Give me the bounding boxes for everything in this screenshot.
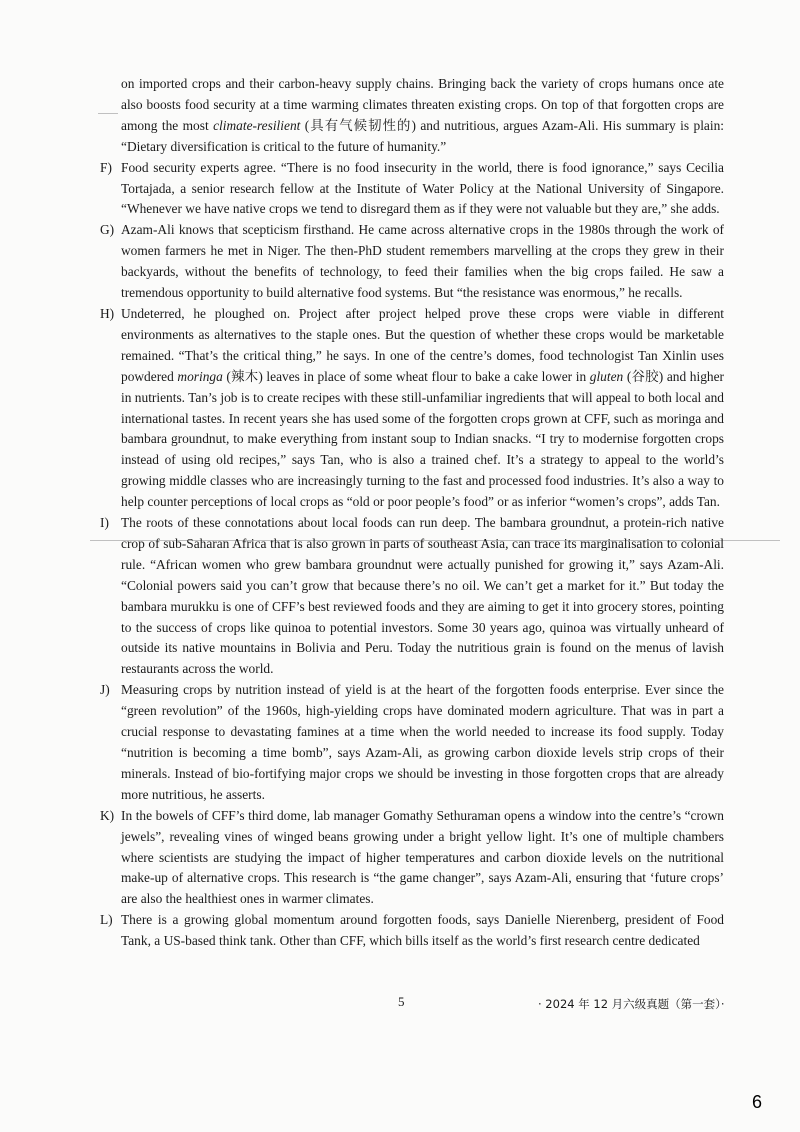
paragraph-h bbox=[100, 304, 724, 513]
paragraph-f bbox=[100, 158, 724, 221]
paragraph-label: H) bbox=[100, 305, 115, 321]
continued-paragraph: on imported crops and their carbon-heavy supply chains. Bringing back the variety of crops humans once ate also boosts food security at a time warming climates threaten existing crops. On top of that forgotten crops are among the most climate-resilient (具有气候韧性的) and nutritious, argues Azam-Ali. His summary is plain: “Dietary diversification is critical to the future of humanity.” bbox=[121, 76, 724, 154]
term-gluten: gluten bbox=[589, 368, 624, 384]
paragraph-text: Undeterred, he ploughed on. Project after project helped prove these crops were viable in different environments as alternatives to the staple ones. But the question of whether these crops would be marketable remained. “That’s the critical thing,” he says. In one of the centre’s domes, food technologist Tan Xinlin uses powdered moringa (辣木) leaves in place of some wheat flour to bake a cake lower in gluten (谷胶) and higher in nutrients. Tan’s job is to create recipes with these still-unfamiliar ingredients that will appeal to both local and international tastes. In recent years she has used some of the forgotten crops grown at CFF, such as moringa and bambara groundnut, to make everything from instant soup to Indian snacks. “I try to modernise forgotten crops instead of using old recipes,” says Tan, who is also a trained chef. It’s a strategy to appeal to the world’s growing middle classes who are increasingly turning to the fast and processed food industries. It’s also a way to help counter perceptions of local crops as “old or poor people’s food” or as inferior “women’s crops”, adds Tan. bbox=[121, 305, 724, 510]
paragraph-label: L) bbox=[100, 912, 113, 928]
paragraph-i bbox=[100, 513, 724, 680]
paragraph-g bbox=[100, 220, 724, 304]
exam-source-caption: · 2024 年 12 月六级真题（第一套）· bbox=[538, 997, 725, 1011]
paragraph-label: K) bbox=[100, 807, 115, 823]
paragraph-text: Measuring crops by nutrition instead of yield is at the heart of the forgotten foods enterprise. Ever since the “green revolution” of the 1960s, high-yielding crops have dominated modern agriculture. That was in part a crucial response to devastating famines at a time when the world needed to increase its food supply. Today “nutrition is becoming a time bomb”, says Azam-Ali, as growing carbon dioxide levels strip crops of their minerals. Instead of bio-fortifying major crops we should be investing in those forgotten crops that are already more nutritious, he asserts. bbox=[121, 682, 724, 802]
paragraph-text: There is a growing global momentum around forgotten foods, says Danielle Nierenberg, president of Food Tank, a US-based think tank. Other than CFF, which bills itself as the world’s first research centre dedicated bbox=[121, 912, 724, 949]
article-body bbox=[100, 74, 724, 952]
paragraph-j bbox=[100, 680, 724, 805]
term-moringa: moringa bbox=[177, 368, 223, 384]
paragraph-text: In the bowels of CFF’s third dome, lab manager Gomathy Sethuraman opens a window into the centre’s “crown jewels”, revealing vines of winged beans growing under a bright yellow light. It’s one of multiple chambers where scientists are studying the impact of higher temperatures and carbon dioxide levels on the nutritional make-up of alternative crops. This research is “the game changer”, says Azam-Ali, ensuring that ‘future crops’ are also the healthiest ones in warmer climates. bbox=[121, 807, 724, 907]
paragraph-text: The roots of these connotations about local foods can run deep. The bambara groundnut, a protein-rich native crop of sub-Saharan Africa that is also grown in parts of southeast Asia, can trace its marginalisation to colonial rule. “African women who grew bambara groundnut were actually punished for growing it,” says Azam-Ali. “Colonial powers said you can’t grow that because there’s no oil. We can’t get a market for it.” But today the bambara murukku is one of CFF’s best reviewed foods and they are aiming to get it into grocery stores, pointing to the success of crops like quinoa to potential investors. Some 30 years ago, quinoa was virtually unheard of outside its native mountains in Bolivia and Peru. Today the nutritious grain is found on the menus of lavish restaurants across the world. bbox=[121, 515, 724, 677]
paragraph-text: Azam-Ali knows that scepticism firsthand. He came across alternative crops in the 1980s through the work of women farmers he met in Niger. The then-PhD student remembers marvelling at the crops they grew in their backyards, without the benefits of technology, to feed their families when the big crops failed. He saw a tremendous opportunity to build alternative food systems. But “the resistance was enormous,” he recalls. bbox=[121, 222, 724, 301]
term-climate-resilient: climate-resilient bbox=[213, 117, 301, 133]
paragraph-text: Food security experts agree. “There is no food insecurity in the world, there is food ignorance,” says Cecilia Tortajada, a senior research fellow at the Institute of Water Policy at the National University of Singapore. “Whenever we have native crops we tend to disregard them as if they were not valuable but they are,” she adds. bbox=[121, 159, 724, 217]
page-number: 5 bbox=[398, 994, 405, 1009]
paragraph-label: I) bbox=[100, 515, 109, 531]
paragraph-label: J) bbox=[100, 682, 110, 698]
paragraph-l bbox=[100, 910, 724, 952]
paragraph-label: G) bbox=[100, 222, 115, 238]
paragraph-k bbox=[100, 806, 724, 911]
sheet-number: 6 bbox=[751, 1092, 762, 1112]
paragraph-label: F) bbox=[100, 159, 112, 175]
